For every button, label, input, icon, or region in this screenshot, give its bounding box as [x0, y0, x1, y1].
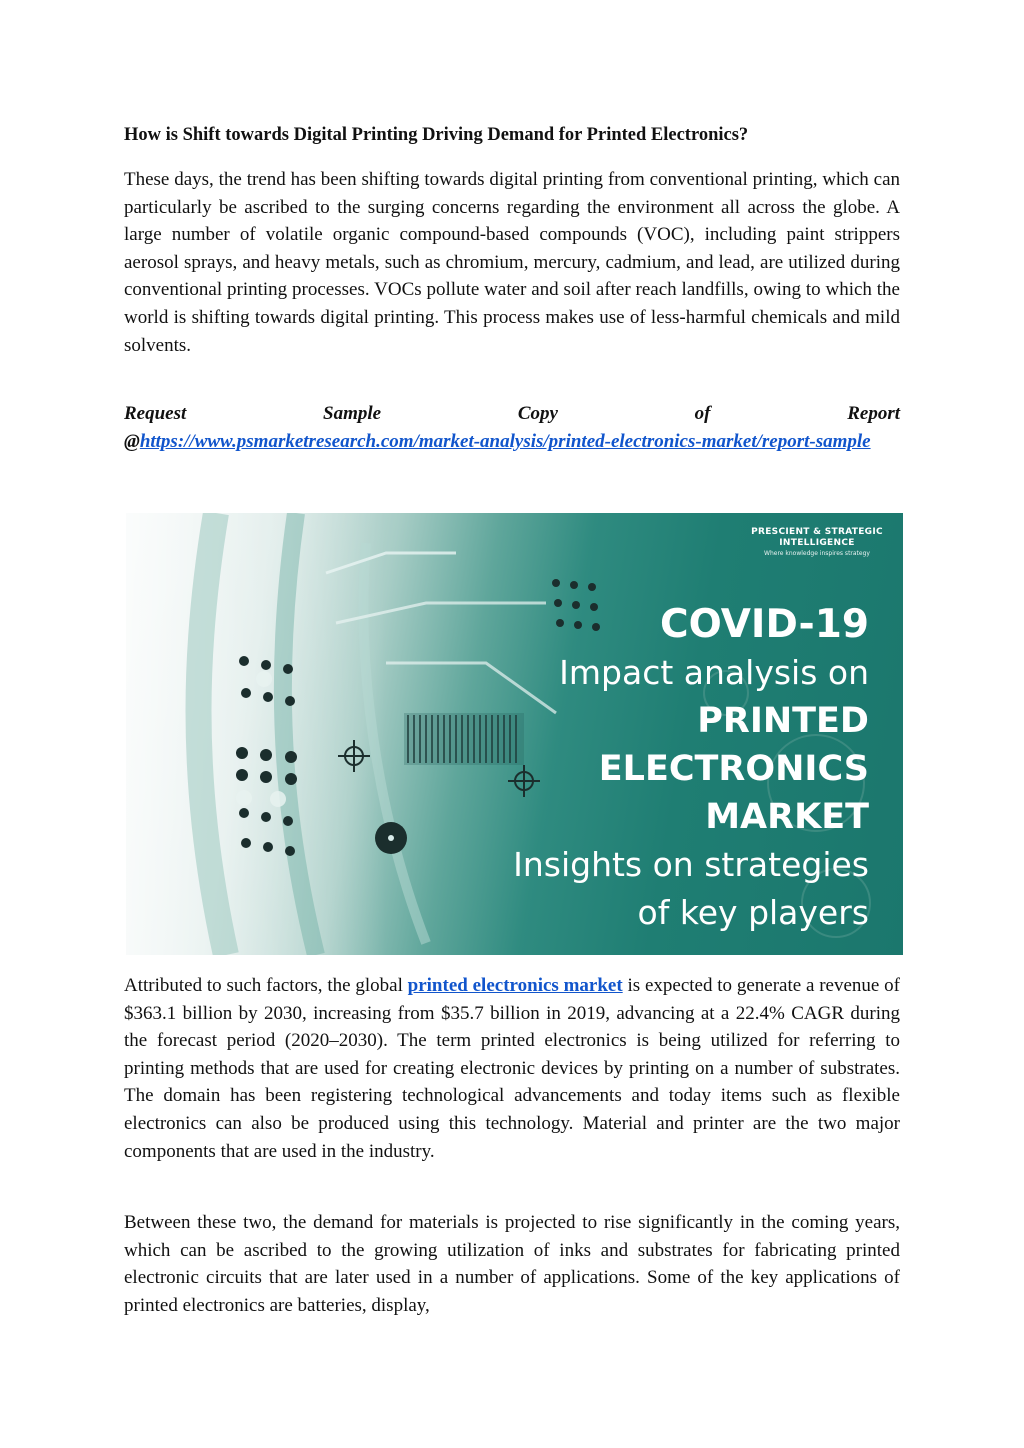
banner-line-market: ELECTRONICS MARKET [598, 749, 869, 837]
covid-impact-banner-image [126, 513, 903, 955]
article-heading: How is Shift towards Digital Printing Driving Demand for Printed Electronics? [124, 125, 749, 145]
request-link-line [124, 428, 900, 456]
paragraph-materials: Between these two, the demand for materials is projected to rise significantly in the coming years, which can be ascribed to the growing utilization of inks and substrates for fabricating printed electronic circuits that are later used in a number of applications. Some of the key applications of printed electronics are batteries, display, [124, 1212, 900, 1316]
report-sample-link[interactable]: https://www.psmarketresearch.com/market-analysis/printed-electronics-market/report-sample [139, 430, 871, 452]
request-word: Report [847, 403, 900, 424]
request-word: Sample [323, 403, 382, 424]
printed-electronics-market-link[interactable]: printed electronics market [407, 975, 623, 996]
request-word: Copy [517, 403, 558, 424]
market-text-before: Attributed to such factors, the global [124, 975, 408, 996]
banner-line-printed: PRINTED [697, 701, 869, 741]
logo-tagline: Where knowledge inspires strategy [764, 550, 870, 557]
request-word: Request [124, 403, 187, 424]
at-sign: @ [124, 430, 140, 452]
request-word: of [694, 403, 711, 424]
banner-line-players: of key players [637, 893, 869, 932]
banner-headline [429, 601, 869, 937]
request-sample-text [124, 400, 900, 428]
logo-name: PRESCIENT & STRATEGIC [751, 527, 883, 537]
banner-line-covid: COVID-19 [660, 602, 869, 647]
market-text-after: is expected to generate a revenue of $363.1 billion by 2030, increasing from $35.7 billion in 2019, advancing at a 22.4% CAGR during the forecast period (2020–2030). The term printed electronics is being utilized for referring to printing methods that are used for creating electronic devices by printing on a number of substrates. The domain has been registering technological advancements and today items such as flexible electronics can also be produced using this technology. Material and printer are the two major components that are used in the industry. [124, 975, 900, 1162]
request-sample-block [124, 400, 900, 455]
paragraph-market [124, 972, 900, 1165]
logo-name-2: INTELLIGENCE [779, 538, 855, 548]
banner-line-impact: Impact analysis on [559, 653, 869, 692]
banner-line-insights: Insights on strategies [513, 845, 869, 884]
psi-logo [747, 527, 887, 558]
paragraph-intro: These days, the trend has been shifting towards digital printing from conventional printing, which can particularly be ascribed to the surging concerns regarding the environment all across the globe. A large number of volatile organic compound-based compounds (VOC), including paint strippers aerosol sprays, and heavy metals, such as chromium, mercury, cadmium, and lead, are utilized during conventional printing processes. VOCs pollute water and soil after reach landfills, owing to which the world is shifting towards digital printing. This process makes use of less-harmful chemicals and mild solvents. [124, 169, 900, 356]
